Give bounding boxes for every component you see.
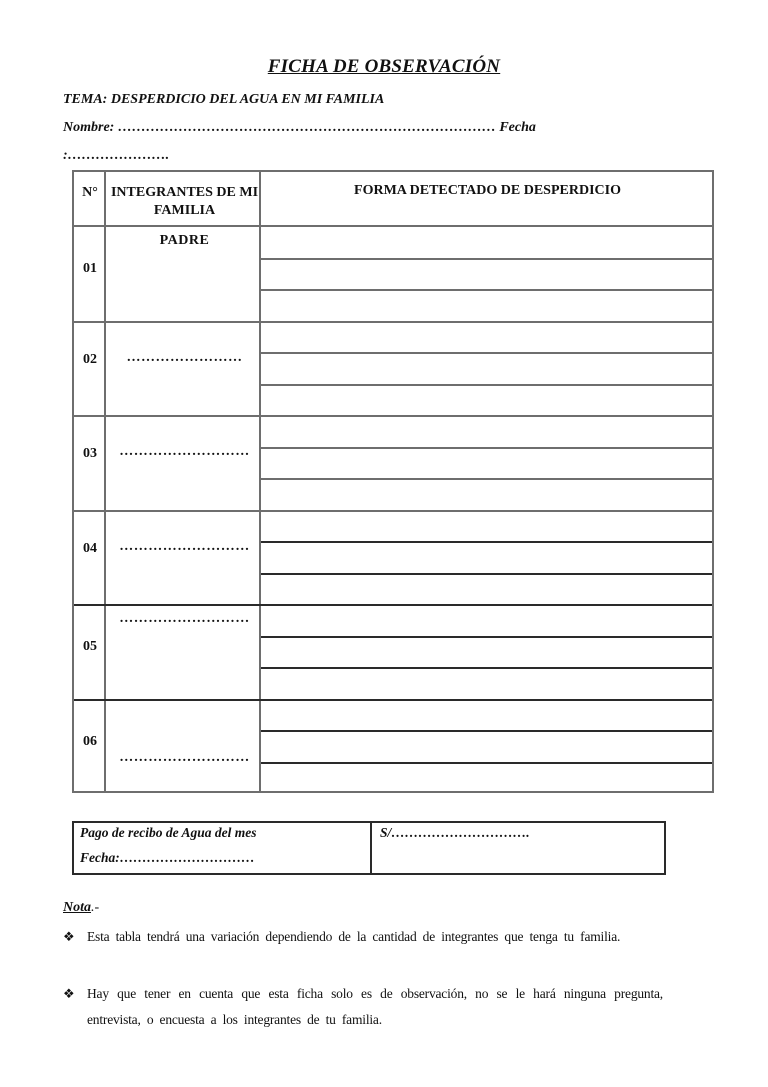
waste-entry-cell[interactable] [263, 290, 712, 319]
note-text: Hay que tener en cuenta que esta ficha solo es de observación, no se le hará ninguna pregunta, entrevista, o encuesta a los integrantes de tu familia. [87, 986, 663, 1027]
waste-entry-cell[interactable] [263, 668, 712, 697]
sub-row-divider [261, 730, 712, 732]
member-name-field[interactable]: …………………… [126, 349, 243, 365]
waste-entry-cell[interactable] [263, 700, 712, 729]
row-number: 04 [83, 540, 97, 556]
payment-date-field[interactable]: Fecha:………………………… [80, 850, 255, 865]
waste-entry-cell[interactable] [263, 542, 712, 571]
note-text: Esta tabla tendrá una variación dependiendo de la cantidad de integrantes que tenga tu familia. [87, 929, 621, 944]
waste-entry-cell[interactable] [263, 605, 712, 634]
header-members: INTEGRANTES DE MI FAMILIA [110, 185, 259, 218]
diamond-bullet-icon: ❖ [63, 929, 75, 944]
member-name-field[interactable]: ……………………… [119, 444, 250, 459]
member-name-field[interactable]: ……………………… [119, 611, 250, 626]
notes-heading-text: Nota [63, 900, 91, 915]
name-date-field[interactable]: Nombre: ……………………………………………………………………… Fecha [63, 120, 536, 135]
waste-entry-cell[interactable] [263, 763, 712, 792]
sub-row-divider [261, 478, 712, 480]
header-number: N° [82, 185, 98, 200]
notes-heading-suffix: .- [91, 900, 100, 915]
sub-row-divider [261, 384, 712, 386]
waste-entry-cell[interactable] [263, 385, 712, 414]
payment-label: Pago de recibo de Agua del mes [80, 825, 257, 840]
water-bill-box [72, 821, 666, 875]
header-waste: FORMA DETECTADO DE DESPERDICIO [354, 183, 621, 198]
date-field-continuation[interactable]: :…………………. [63, 148, 170, 163]
note-item [63, 924, 663, 950]
waste-entry-cell[interactable] [263, 511, 712, 540]
payment-amount-field[interactable]: S/…………………………. [380, 825, 530, 840]
row-number: 02 [83, 351, 97, 367]
waste-entry-cell[interactable] [263, 448, 712, 477]
note-item [63, 981, 663, 1033]
waste-entry-cell[interactable] [263, 353, 712, 382]
member-label: PADRE [159, 233, 210, 248]
waste-entry-cell[interactable] [263, 227, 712, 256]
sub-row-divider [261, 667, 712, 669]
row-number: 05 [83, 639, 97, 654]
sub-row-divider [261, 352, 712, 354]
topic-line: TEMA: DESPERDICIO DEL AGUA EN MI FAMILIA [63, 92, 385, 107]
observation-table [72, 170, 714, 793]
sub-row-divider [261, 762, 712, 764]
sub-row-divider [261, 636, 712, 638]
diamond-bullet-icon: ❖ [63, 986, 75, 1001]
waste-entry-cell[interactable] [263, 731, 712, 760]
member-name-field[interactable]: ……………………… [119, 749, 250, 765]
waste-entry-cell[interactable] [263, 479, 712, 508]
sub-row-divider [261, 289, 712, 291]
sub-row-divider [261, 541, 712, 543]
row-number: 06 [83, 733, 97, 749]
waste-entry-cell[interactable] [263, 416, 712, 445]
waste-entry-cell[interactable] [263, 637, 712, 666]
page-title: FICHA DE OBSERVACIÓN [267, 56, 501, 77]
notes-heading [63, 900, 99, 916]
waste-entry-cell[interactable] [263, 574, 712, 603]
waste-entry-cell[interactable] [263, 259, 712, 288]
sub-row-divider [261, 573, 712, 575]
row-number: 03 [83, 446, 97, 461]
waste-entry-cell[interactable] [263, 322, 712, 351]
member-name-field[interactable]: ……………………… [119, 538, 250, 554]
sub-row-divider [261, 447, 712, 449]
sub-row-divider [261, 258, 712, 260]
payment-divider [370, 823, 372, 873]
row-number: 01 [83, 261, 97, 276]
